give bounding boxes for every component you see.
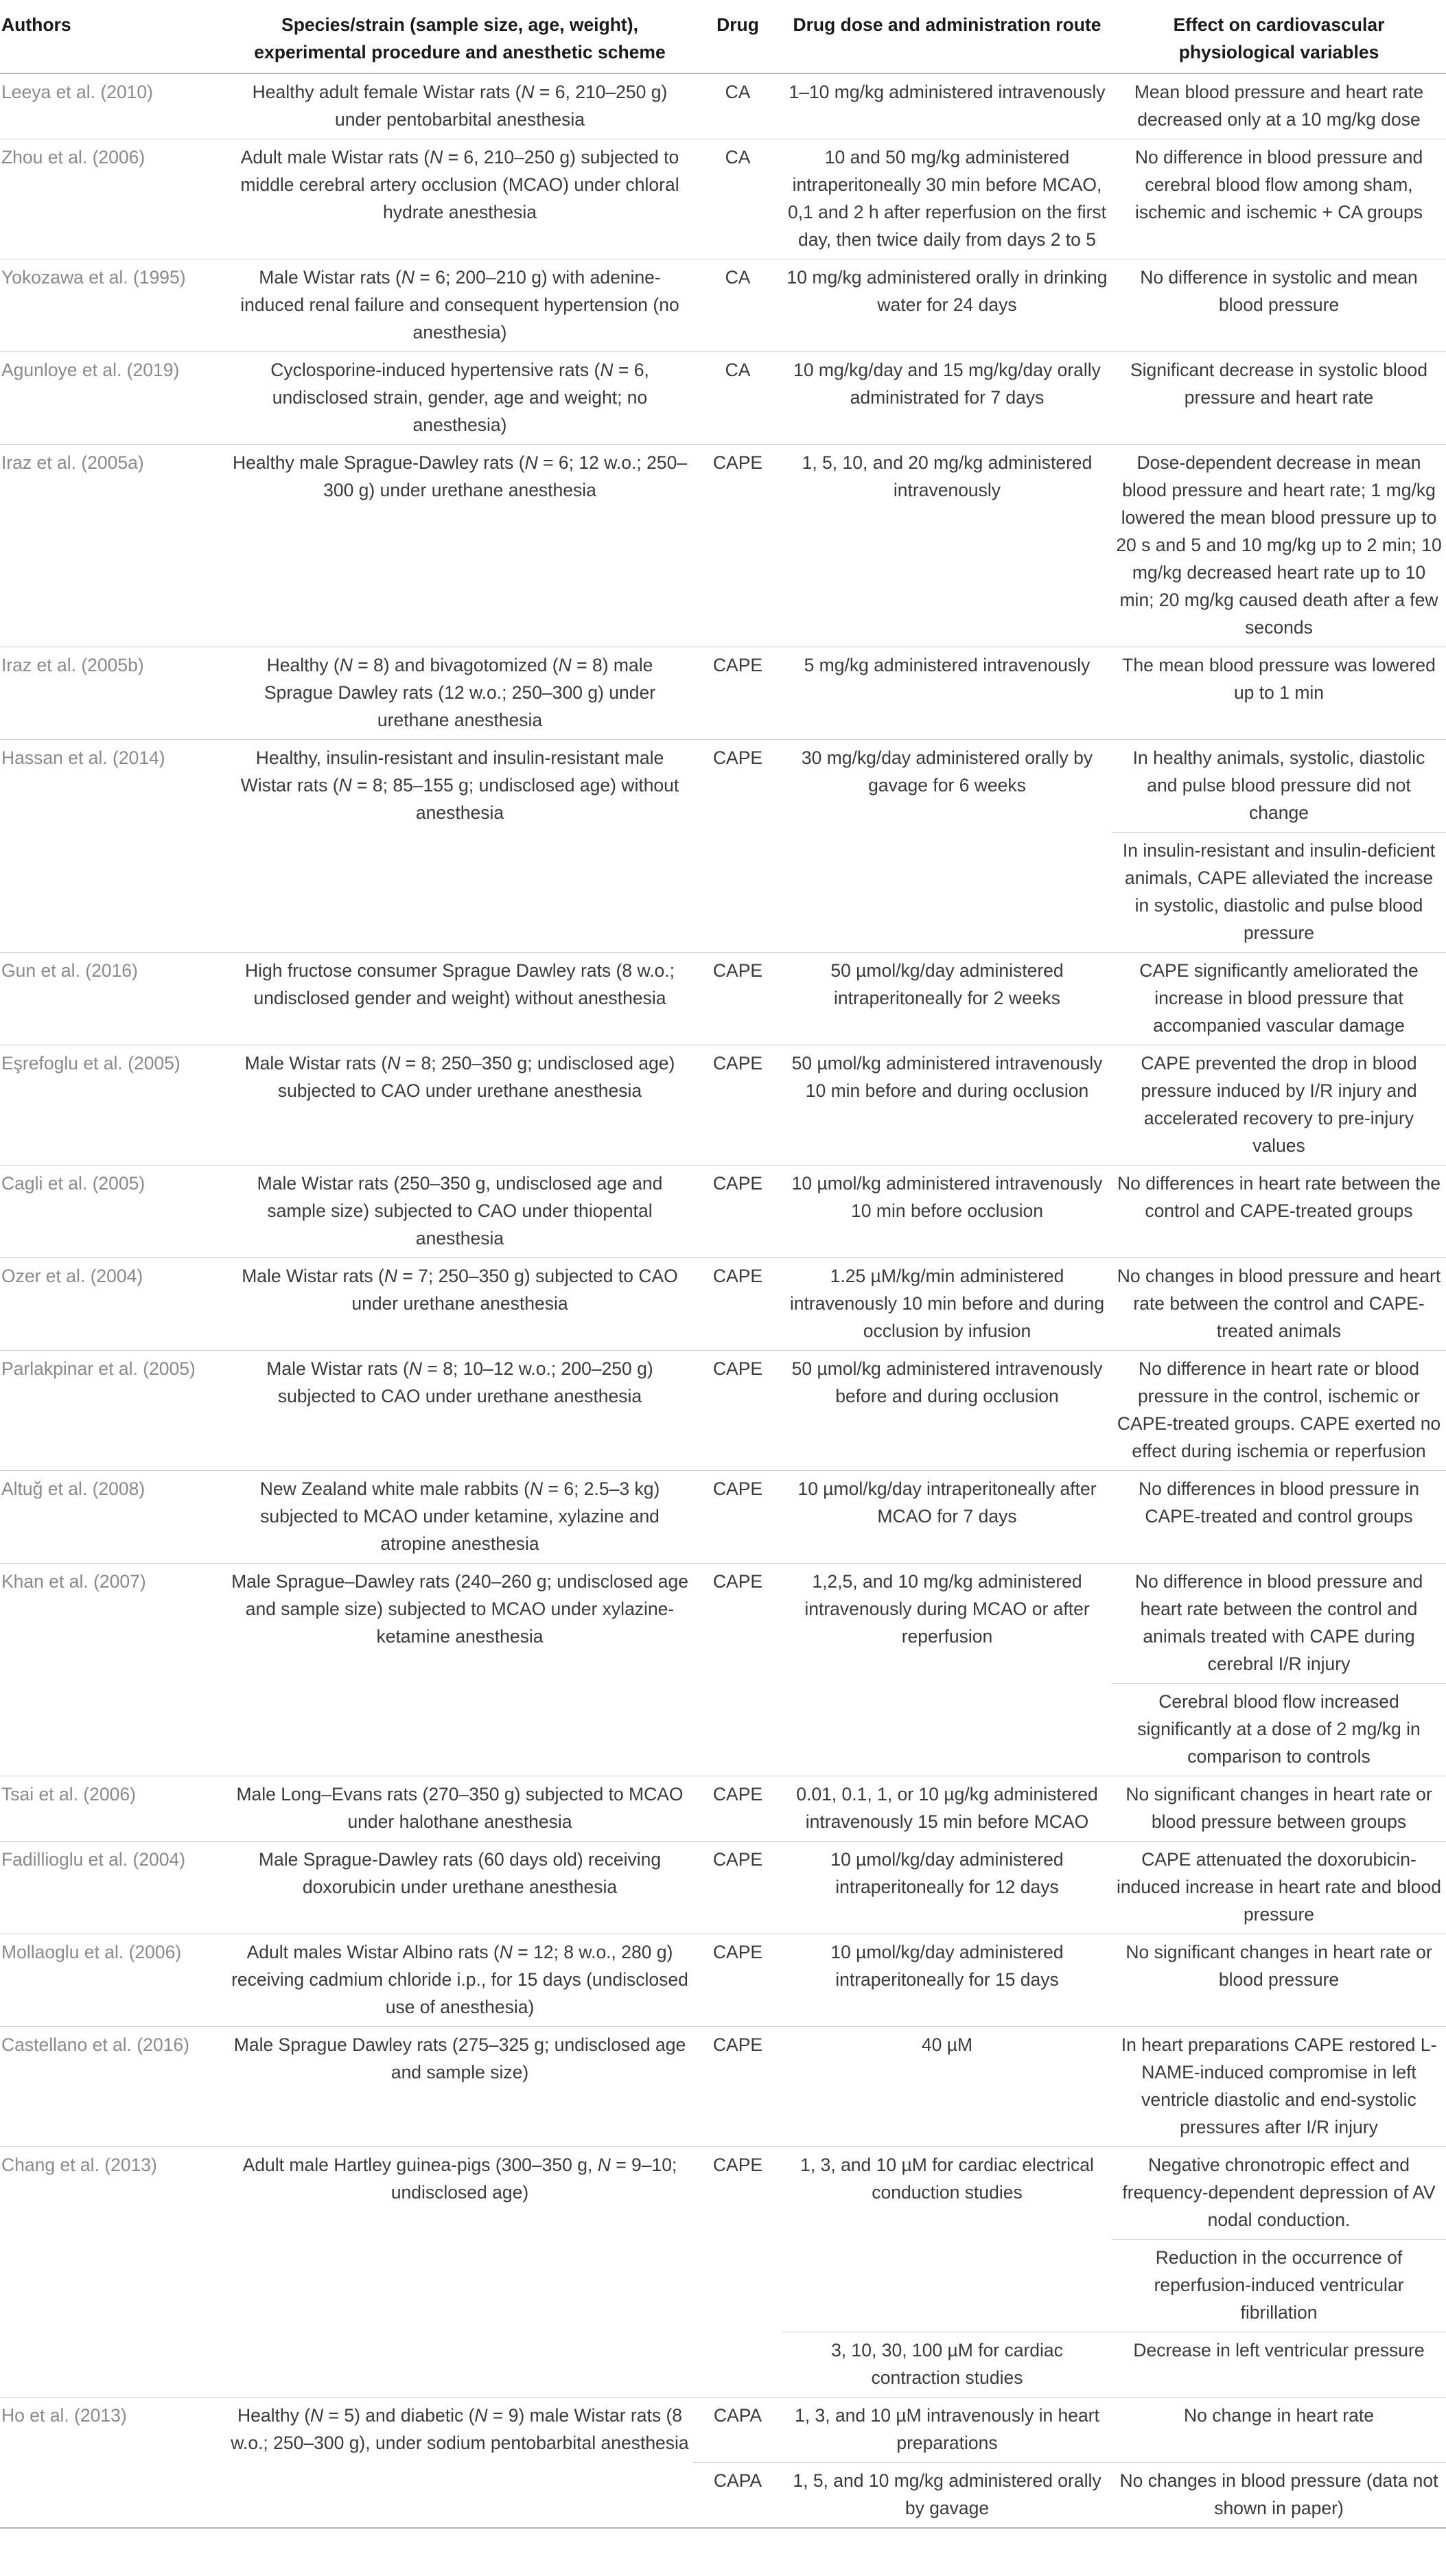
species-cell: Healthy (N = 5) and diabetic (N = 9) male Wistar rats (8 w.o.; 250–300 g), under sodium pentobarbital anesthesia bbox=[226, 2398, 693, 2463]
header-row bbox=[0, 0, 1446, 73]
effect-text-secondary: Reduction in the occurrence of reperfusion-induced ventricular fibrillation bbox=[1112, 2239, 1446, 2332]
effect-text: Negative chronotropic effect and frequency-dependent depression of AV nodal conduction. bbox=[1122, 2155, 1436, 2230]
table-row bbox=[0, 2398, 1446, 2463]
effect-cell: No difference in blood pressure and cerebral blood flow among sham, ischemic and ischemic + CA groups bbox=[1112, 139, 1446, 259]
species-cell bbox=[226, 2332, 693, 2398]
drug-cell: CAPE bbox=[693, 1934, 782, 2027]
dose-cell: 50 µmol/kg administered intravenously 10 min before and during occlusion bbox=[782, 1045, 1112, 1165]
drug-cell: CAPE bbox=[693, 740, 782, 953]
author-cell: Ozer et al. (2004) bbox=[0, 1258, 226, 1351]
species-cell: Male Sprague-Dawley rats (60 days old) receiving doxorubicin under urethane anesthesia bbox=[226, 1842, 693, 1934]
header-effect: Effect on cardiovascular physiological variables bbox=[1112, 0, 1446, 73]
drug-cell: CAPE bbox=[693, 1776, 782, 1842]
effect-cell: The mean blood pressure was lowered up to 1 min bbox=[1112, 647, 1446, 740]
dose-cell: 5 mg/kg administered intravenously bbox=[782, 647, 1112, 740]
dose-cell: 1, 3, and 10 µM intravenously in heart preparations bbox=[782, 2398, 1112, 2463]
table-row bbox=[0, 1165, 1446, 1258]
author-cell bbox=[0, 2332, 226, 2398]
effect-cell: No difference in heart rate or blood pressure in the control, ischemic or CAPE-treated groups. CAPE exerted no effect during ischemia or reperfusion bbox=[1112, 1351, 1446, 1471]
table-row bbox=[0, 1564, 1446, 1776]
author-cell: Eşrefoglu et al. (2005) bbox=[0, 1045, 226, 1165]
species-cell: Cyclosporine-induced hypertensive rats (N = 6, undisclosed strain, gender, age and weight; no anesthesia) bbox=[226, 352, 693, 445]
effect-cell: No significant changes in heart rate or blood pressure bbox=[1112, 1934, 1446, 2027]
dose-cell: 10 and 50 mg/kg administered intraperitoneally 30 min before MCAO, 0,1 and 2 h after reperfusion on the first day, then twice daily from days 2 to 5 bbox=[782, 139, 1112, 259]
species-cell: Healthy (N = 8) and bivagotomized (N = 8) male Sprague Dawley rats (12 w.o.; 250–300 g) under urethane anesthesia bbox=[226, 647, 693, 740]
dose-cell: 10 µmol/kg administered intravenously 10 min before occlusion bbox=[782, 1165, 1112, 1258]
dose-cell: 10 mg/kg administered orally in drinking water for 24 days bbox=[782, 259, 1112, 352]
effect-cell: No differences in blood pressure in CAPE-treated and control groups bbox=[1112, 1471, 1446, 1564]
species-cell: Male Wistar rats (250–350 g, undisclosed age and sample size) subjected to CAO under thiopental anesthesia bbox=[226, 1165, 693, 1258]
effect-cell: No changes in blood pressure (data not shown in paper) bbox=[1112, 2463, 1446, 2529]
table-row bbox=[0, 139, 1446, 259]
effect-cell: No changes in blood pressure and heart rate between the control and CAPE-treated animals bbox=[1112, 1258, 1446, 1351]
species-cell: Adult male Wistar rats (N = 6, 210–250 g) subjected to middle cerebral artery occlusion (MCAO) under chloral hydrate anesthesia bbox=[226, 139, 693, 259]
dose-cell: 10 µmol/kg/day administered intraperitoneally for 12 days bbox=[782, 1842, 1112, 1934]
effect-cell: In heart preparations CAPE restored L-NAME-induced compromise in left ventricle diastolic and end-systolic pressures after I/R injury bbox=[1112, 2027, 1446, 2147]
effect-cell: CAPE significantly ameliorated the increase in blood pressure that accompanied vascular damage bbox=[1112, 953, 1446, 1045]
author-cell: Hassan et al. (2014) bbox=[0, 740, 226, 953]
table-row bbox=[0, 1776, 1446, 1842]
dose-cell: 3, 10, 30, 100 µM for cardiac contraction studies bbox=[782, 2332, 1112, 2398]
author-cell: Cagli et al. (2005) bbox=[0, 1165, 226, 1258]
drug-cell: CA bbox=[693, 139, 782, 259]
effect-cell bbox=[1112, 1564, 1446, 1776]
dose-cell: 10 mg/kg/day and 15 mg/kg/day orally administrated for 7 days bbox=[782, 352, 1112, 445]
table-row bbox=[0, 953, 1446, 1045]
table-row bbox=[0, 445, 1446, 647]
header-species: Species/strain (sample size, age, weight), experimental procedure and anesthetic scheme bbox=[226, 0, 693, 73]
drug-cell: CAPA bbox=[693, 2463, 782, 2529]
drug-cell: CAPE bbox=[693, 2027, 782, 2147]
author-cell: Tsai et al. (2006) bbox=[0, 1776, 226, 1842]
species-cell: Male Wistar rats (N = 8; 250–350 g; undisclosed age) subjected to CAO under urethane anesthesia bbox=[226, 1045, 693, 1165]
effect-cell: CAPE attenuated the doxorubicin-induced increase in heart rate and blood pressure bbox=[1112, 1842, 1446, 1934]
drug-cell: CAPE bbox=[693, 2147, 782, 2332]
table-row bbox=[0, 647, 1446, 740]
species-cell: Male Sprague–Dawley rats (240–260 g; undisclosed age and sample size) subjected to MCAO under xylazine-ketamine anesthesia bbox=[226, 1564, 693, 1776]
species-cell: Adult males Wistar Albino rats (N = 12; 8 w.o., 280 g) receiving cadmium chloride i.p., for 15 days (undisclosed use of anesthesia) bbox=[226, 1934, 693, 2027]
drug-cell: CAPE bbox=[693, 445, 782, 647]
species-cell: Healthy, insulin-resistant and insulin-resistant male Wistar rats (N = 8; 85–155 g; undisclosed age) without anesthesia bbox=[226, 740, 693, 953]
dose-cell: 1, 3, and 10 µM for cardiac electrical conduction studies bbox=[782, 2147, 1112, 2332]
dose-cell: 1, 5, and 10 mg/kg administered orally by gavage bbox=[782, 2463, 1112, 2529]
author-cell: Agunloye et al. (2019) bbox=[0, 352, 226, 445]
species-cell: New Zealand white male rabbits (N = 6; 2.5–3 kg) subjected to MCAO under ketamine, xylazine and atropine anesthesia bbox=[226, 1471, 693, 1564]
table-row bbox=[0, 1045, 1446, 1165]
drug-cell: CA bbox=[693, 73, 782, 139]
author-cell: Gun et al. (2016) bbox=[0, 953, 226, 1045]
header-authors: Authors bbox=[0, 0, 226, 73]
author-cell: Fadillioglu et al. (2004) bbox=[0, 1842, 226, 1934]
dose-cell: 10 µmol/kg/day administered intraperitoneally for 15 days bbox=[782, 1934, 1112, 2027]
drug-cell: CAPE bbox=[693, 1165, 782, 1258]
effect-text-secondary: In insulin-resistant and insulin-deficient animals, CAPE alleviated the increase in systolic, diastolic and pulse blood pressure bbox=[1112, 832, 1446, 952]
dose-cell: 10 µmol/kg/day intraperitoneally after MCAO for 7 days bbox=[782, 1471, 1112, 1564]
table-row bbox=[0, 740, 1446, 953]
effect-cell: Mean blood pressure and heart rate decreased only at a 10 mg/kg dose bbox=[1112, 73, 1446, 139]
drug-cell: CAPE bbox=[693, 1351, 782, 1471]
author-cell: Castellano et al. (2016) bbox=[0, 2027, 226, 2147]
dose-cell: 30 mg/kg/day administered orally by gavage for 6 weeks bbox=[782, 740, 1112, 953]
effect-text: No difference in blood pressure and heart rate between the control and animals treated with CAPE during cerebral I/R injury bbox=[1134, 1571, 1423, 1674]
species-cell: Healthy male Sprague-Dawley rats (N = 6; 12 w.o.; 250–300 g) under urethane anesthesia bbox=[226, 445, 693, 647]
author-cell: Parlakpinar et al. (2005) bbox=[0, 1351, 226, 1471]
drug-cell: CAPE bbox=[693, 647, 782, 740]
author-cell: Leeya et al. (2010) bbox=[0, 73, 226, 139]
header-drug: Drug bbox=[693, 0, 782, 73]
author-cell: Zhou et al. (2006) bbox=[0, 139, 226, 259]
effect-cell: No change in heart rate bbox=[1112, 2398, 1446, 2463]
drug-cell: CAPA bbox=[693, 2398, 782, 2463]
author-cell: Khan et al. (2007) bbox=[0, 1564, 226, 1776]
species-cell: Male Sprague Dawley rats (275–325 g; undisclosed age and sample size) bbox=[226, 2027, 693, 2147]
effect-cell: CAPE prevented the drop in blood pressure induced by I/R injury and accelerated recovery to pre-injury values bbox=[1112, 1045, 1446, 1165]
dose-cell: 50 µmol/kg administered intravenously before and during occlusion bbox=[782, 1351, 1112, 1471]
table-row bbox=[0, 73, 1446, 139]
drug-cell: CAPE bbox=[693, 1045, 782, 1165]
drug-cell: CAPE bbox=[693, 1471, 782, 1564]
table-row bbox=[0, 1471, 1446, 1564]
drug-cell: CAPE bbox=[693, 1842, 782, 1934]
dose-cell: 1,2,5, and 10 mg/kg administered intravenously during MCAO or after reperfusion bbox=[782, 1564, 1112, 1776]
drug-cell: CAPE bbox=[693, 1564, 782, 1776]
effect-text: In healthy animals, systolic, diastolic and pulse blood pressure did not change bbox=[1132, 747, 1425, 823]
effect-text-secondary: Cerebral blood flow increased significantly at a dose of 2 mg/kg in comparison to controls bbox=[1112, 1683, 1446, 1776]
species-cell: Male Wistar rats (N = 7; 250–350 g) subjected to CAO under urethane anesthesia bbox=[226, 1258, 693, 1351]
author-cell: Iraz et al. (2005b) bbox=[0, 647, 226, 740]
table-row bbox=[0, 2147, 1446, 2332]
effect-cell: No difference in systolic and mean blood pressure bbox=[1112, 259, 1446, 352]
table-row bbox=[0, 1258, 1446, 1351]
author-cell: Yokozawa et al. (1995) bbox=[0, 259, 226, 352]
effect-cell: Significant decrease in systolic blood pressure and heart rate bbox=[1112, 352, 1446, 445]
author-cell: Altuğ et al. (2008) bbox=[0, 1471, 226, 1564]
drug-cell: CAPE bbox=[693, 953, 782, 1045]
table-row bbox=[0, 2332, 1446, 2398]
table-row bbox=[0, 1842, 1446, 1934]
dose-cell: 50 µmol/kg/day administered intraperitoneally for 2 weeks bbox=[782, 953, 1112, 1045]
effect-cell: No significant changes in heart rate or blood pressure between groups bbox=[1112, 1776, 1446, 1842]
drug-cell: CA bbox=[693, 259, 782, 352]
dose-cell: 40 µM bbox=[782, 2027, 1112, 2147]
author-cell: Iraz et al. (2005a) bbox=[0, 445, 226, 647]
dose-cell: 1–10 mg/kg administered intravenously bbox=[782, 73, 1112, 139]
table-row bbox=[0, 2027, 1446, 2147]
effect-cell bbox=[1112, 740, 1446, 953]
dose-cell: 1, 5, 10, and 20 mg/kg administered intravenously bbox=[782, 445, 1112, 647]
table-row bbox=[0, 1934, 1446, 2027]
species-cell: Male Long–Evans rats (270–350 g) subjected to MCAO under halothane anesthesia bbox=[226, 1776, 693, 1842]
drug-cell: CAPE bbox=[693, 1258, 782, 1351]
species-cell: Adult male Hartley guinea-pigs (300–350 g, N = 9–10; undisclosed age) bbox=[226, 2147, 693, 2332]
table-row bbox=[0, 259, 1446, 352]
species-cell bbox=[226, 2463, 693, 2529]
species-cell: Male Wistar rats (N = 8; 10–12 w.o.; 200–250 g) subjected to CAO under urethane anesthesia bbox=[226, 1351, 693, 1471]
author-cell: Ho et al. (2013) bbox=[0, 2398, 226, 2463]
effect-cell bbox=[1112, 2147, 1446, 2332]
effect-cell: No differences in heart rate between the control and CAPE-treated groups bbox=[1112, 1165, 1446, 1258]
drug-cell: CA bbox=[693, 352, 782, 445]
effect-cell: Decrease in left ventricular pressure bbox=[1112, 2332, 1446, 2398]
effect-cell: Dose-dependent decrease in mean blood pressure and heart rate; 1 mg/kg lowered the mean blood pressure up to 20 s and 5 and 10 mg/kg up to 2 min; 10 mg/kg decreased heart rate up to 10 min; 20 mg/kg caused death after a few seconds bbox=[1112, 445, 1446, 647]
table-row bbox=[0, 2463, 1446, 2529]
dose-cell: 1.25 µM/kg/min administered intravenously 10 min before and during occlusion by infusion bbox=[782, 1258, 1112, 1351]
author-cell: Chang et al. (2013) bbox=[0, 2147, 226, 2332]
author-cell bbox=[0, 2463, 226, 2529]
header-dose: Drug dose and administration route bbox=[782, 0, 1112, 73]
species-cell: High fructose consumer Sprague Dawley rats (8 w.o.; undisclosed gender and weight) without anesthesia bbox=[226, 953, 693, 1045]
species-cell: Male Wistar rats (N = 6; 200–210 g) with adenine-induced renal failure and consequent hypertension (no anesthesia) bbox=[226, 259, 693, 352]
dose-cell: 0.01, 0.1, 1, or 10 µg/kg administered intravenously 15 min before MCAO bbox=[782, 1776, 1112, 1842]
table-row bbox=[0, 352, 1446, 445]
author-cell: Mollaoglu et al. (2006) bbox=[0, 1934, 226, 2027]
species-cell: Healthy adult female Wistar rats (N = 6, 210–250 g) under pentobarbital anesthesia bbox=[226, 73, 693, 139]
drug-cell bbox=[693, 2332, 782, 2398]
table-row bbox=[0, 1351, 1446, 1471]
